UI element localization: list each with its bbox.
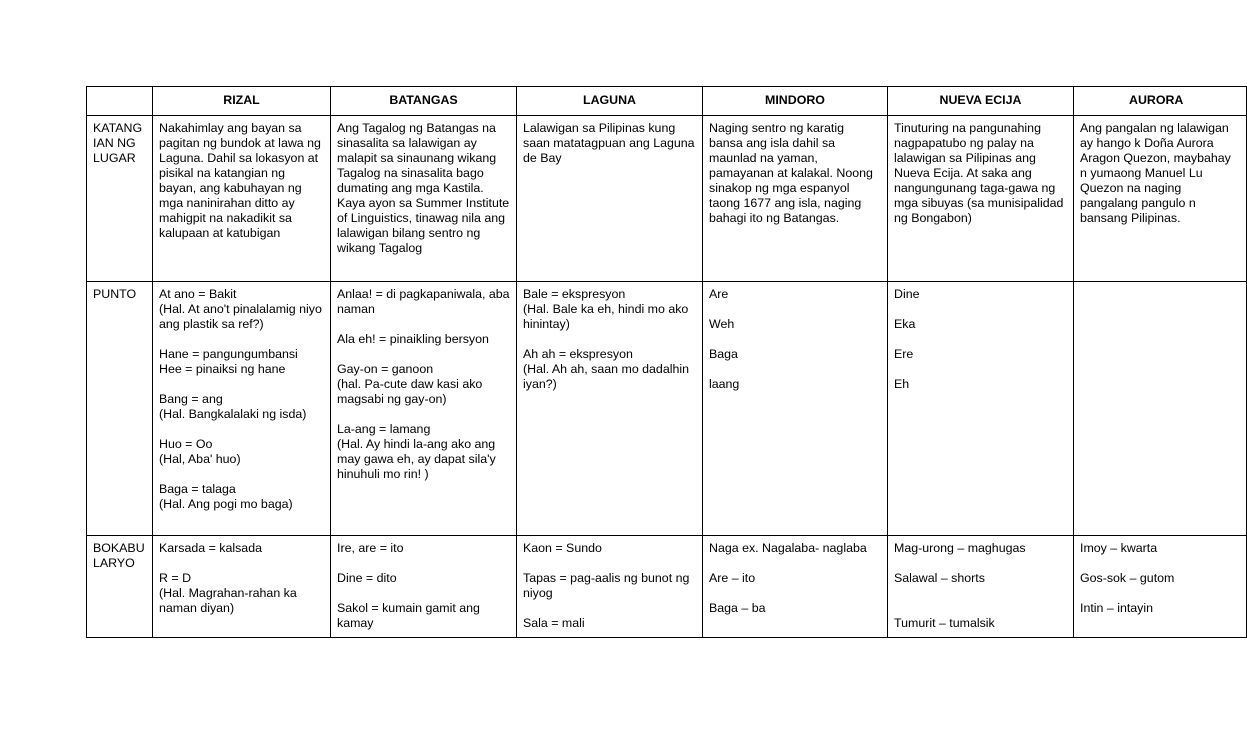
cell-bokab-mindoro	[703, 536, 888, 638]
list-item: Intin – intayin	[1080, 601, 1154, 615]
cell-punto-laguna	[517, 282, 703, 536]
cell-lugar-rizal: Nakahimlay ang bayan sa pagitan ng bundok at lawa ng Laguna. Dahil sa lokasyon at pisikal na katangian ng bayan, ang kabuhayan ng mga naninirahan ditto ay mahigpit na nakadikit sa kalupaan at katubigan	[153, 116, 331, 282]
header-laguna: LAGUNA	[517, 87, 703, 116]
header-row	[87, 87, 1247, 116]
list-item: Ala eh! = pinaikling bersyon	[337, 332, 489, 346]
list-item: Hane = pangungumbansi Hee = pinaiksi ng hane	[159, 347, 298, 376]
cell-bokab-nueva-ecija	[888, 536, 1074, 638]
list-item: Naga ex. Nagalaba- naglaba	[709, 541, 867, 555]
list-item: Sala = mali	[523, 616, 585, 630]
cell-lugar-nueva-ecija: Tinuturing na pangunahing nagpapatubo ng palay na lalawigan sa Pilipinas ang Nueva Ecija. At saka ang nangungunang taga-gawa ng mga sibuyas (sa munisipalidad ng Bongabon)	[888, 116, 1074, 282]
cell-punto-nueva-ecija	[888, 282, 1074, 536]
cell-bokab-batangas	[331, 536, 517, 638]
list-item: Baga = talaga (Hal. Ang pogi mo baga)	[159, 482, 293, 511]
list-item: laang	[709, 377, 740, 391]
cell-lugar-laguna: Lalawigan sa Pilipinas kung saan matatagpuan ang Laguna de Bay	[517, 116, 703, 282]
list-item: Eh	[894, 377, 910, 391]
list-item: Bale = ekspresyon (Hal. Bale ka eh, hindi mo ako hinintay)	[523, 287, 689, 331]
row-label-punto: PUNTO	[87, 282, 153, 536]
table-row-bokabularyo	[87, 536, 1247, 638]
list-item: Ire, are = ito	[337, 541, 404, 555]
header-aurora: AURORA	[1074, 87, 1247, 116]
header-corner	[87, 87, 153, 116]
list-item: Eka	[894, 317, 916, 331]
list-item: Gos-sok – gutom	[1080, 571, 1175, 585]
list-item: Ere	[894, 347, 914, 361]
list-item: Karsada = kalsada	[159, 541, 262, 555]
cell-lugar-batangas: Ang Tagalog ng Batangas na sinasalita sa lalawigan ay malapit sa sinaunang wikang Tagalog na sinasalita bago dumating ang mga Kastila. Kaya ayon sa Summer Institute of Linguistics, tinawag nila ang lalawigan bilang sentro ng wikang Tagalog	[331, 116, 517, 282]
list-item: Mag-urong – maghugas	[894, 541, 1026, 555]
list-item: Ah ah = ekspresyon (Hal. Ah ah, saan mo dadalhin iyan?)	[523, 347, 690, 391]
list-item	[894, 601, 1067, 616]
dialect-comparison-table	[86, 86, 1247, 638]
list-item: Are – ito	[709, 571, 756, 585]
header-nueva-ecija: NUEVA ECIJA	[888, 87, 1074, 116]
list-item: Tumurit – tumalsik	[894, 616, 995, 630]
list-item: Tapas = pag-aalis ng bunot ng niyog	[523, 571, 693, 600]
cell-punto-mindoro	[703, 282, 888, 536]
cell-punto-rizal	[153, 282, 331, 536]
list-item: R = D (Hal. Magrahan-rahan ka naman diyan)	[159, 571, 297, 615]
cell-bokab-rizal	[153, 536, 331, 638]
row-label-bokabularyo: BOKABU LARYO	[87, 536, 153, 638]
list-item: Salawal – shorts	[894, 571, 985, 585]
table-row-katangian	[87, 116, 1247, 282]
list-item: At ano = Bakit (Hal. At ano't pinalalamig niyo ang plastik sa ref?)	[159, 287, 322, 331]
header-mindoro: MINDORO	[703, 87, 888, 116]
list-item: Dine	[894, 287, 920, 301]
list-item: Sakol = kumain gamit ang kamay	[337, 601, 484, 630]
list-item: Gay-on = ganoon (hal. Pa-cute daw kasi ako magsabi ng gay-on)	[337, 362, 483, 406]
list-item: Weh	[709, 317, 735, 331]
cell-lugar-aurora: Ang pangalan ng lalawigan ay hango k Doña Aurora Aragon Quezon, maybahay n yumaong Manuel Lu Quezon na naging pangalang pangulo n bansang Pilipinas.	[1074, 116, 1247, 282]
list-item: Bang = ang (Hal. Bangkalalaki ng isda)	[159, 392, 307, 421]
list-item: Kaon = Sundo	[523, 541, 602, 555]
table-row-punto	[87, 282, 1247, 536]
cell-punto-batangas	[331, 282, 517, 536]
cell-bokab-aurora	[1074, 536, 1247, 638]
list-item: Imoy – kwarta	[1080, 541, 1158, 555]
list-item: Are	[709, 287, 729, 301]
list-item: Huo = Oo (Hal, Aba' huo)	[159, 437, 241, 466]
row-label-katangian: KATANG IAN NG LUGAR	[87, 116, 153, 282]
cell-punto-aurora	[1074, 282, 1247, 536]
cell-bokab-laguna	[517, 536, 703, 638]
list-item: La-ang = lamang (Hal. Ay hindi la-ang ako ang may gawa eh, ay dapat sila'y hinuhuli mo rin! )	[337, 422, 496, 481]
list-item: Baga – ba	[709, 601, 766, 615]
cell-lugar-mindoro: Naging sentro ng karatig bansa ang isla dahil sa maunlad na yaman, pamayanan at kalakal. Noong sinakop ng mga espanyol taong 1677 ang isla, naging bahagi ito ng Batangas.	[703, 116, 888, 282]
list-item: Dine = dito	[337, 571, 397, 585]
header-rizal: RIZAL	[153, 87, 331, 116]
list-item: Baga	[709, 347, 738, 361]
header-batangas: BATANGAS	[331, 87, 517, 116]
list-item: Anlaa! = di pagkapaniwala, aba naman	[337, 287, 514, 316]
